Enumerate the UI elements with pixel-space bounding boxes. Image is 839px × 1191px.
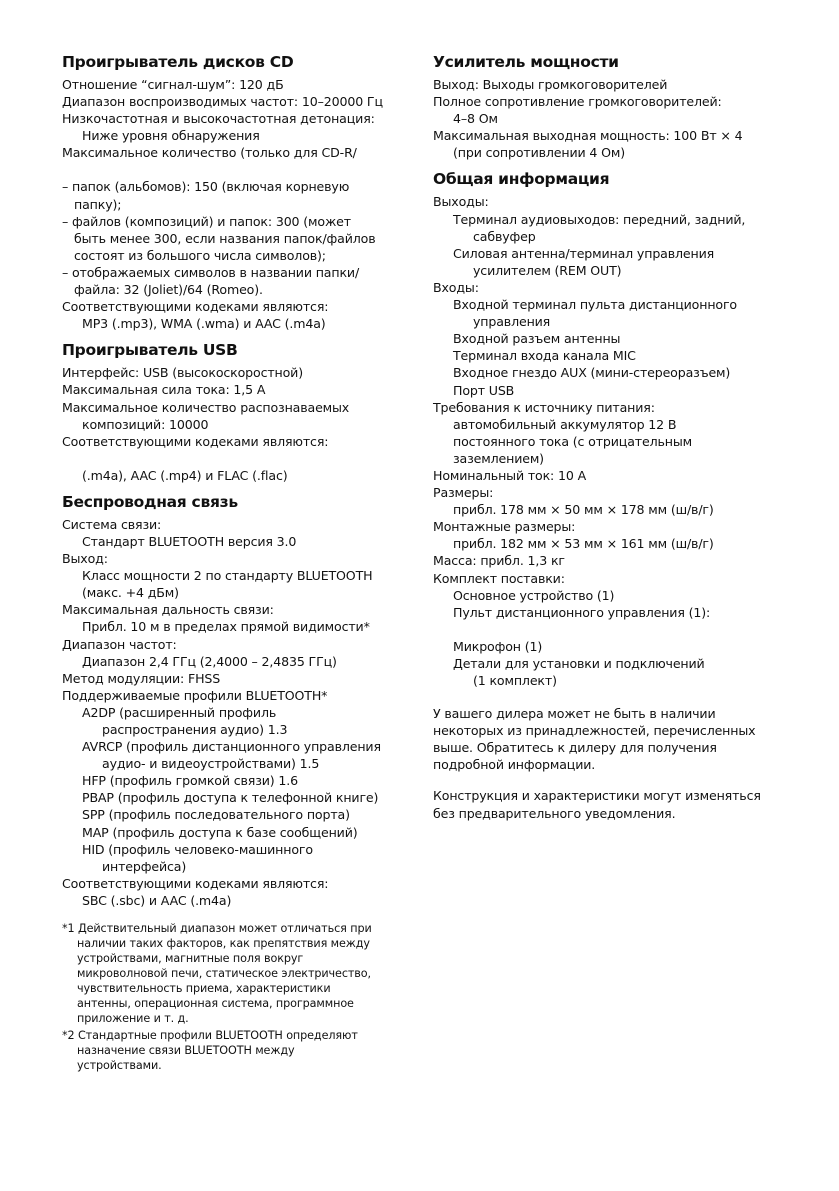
wireless-section xyxy=(62,492,402,909)
spec-line: Масса: прибл. 1,3 кг xyxy=(433,553,565,569)
notice-line: выше. Обратитесь к дилеру для получения xyxy=(433,740,717,756)
dealer-notice xyxy=(433,705,778,773)
spec-line: распространения аудио) 1.3 xyxy=(102,722,288,737)
footnote-line: *1 Действительный диапазон может отличаться при xyxy=(62,922,372,936)
footnote-line: антенны, операционная система, программное xyxy=(77,997,354,1011)
spec-line: HID (профиль человеко-машинного xyxy=(82,841,313,857)
notice-line: без предварительного уведомления. xyxy=(433,805,676,821)
spec-line: Интерфейс: USB (высокоскоростной) xyxy=(62,365,303,381)
spec-line: Входное гнездо AUX (мини-стереоразъем) xyxy=(453,365,731,381)
spec-line: Пульт дистанционного управления (1): xyxy=(453,604,711,620)
spec-line: Соответствующими кодеками являются: xyxy=(62,299,329,315)
spec-line: Диапазон частот: xyxy=(62,636,177,652)
spec-line: Ниже уровня обнаружения xyxy=(82,128,260,144)
footnote-line: устройствами, магнитные поля вокруг xyxy=(77,952,304,966)
spec-line: постоянного тока (с отрицательным xyxy=(453,433,692,449)
spec-line: заземлением) xyxy=(453,450,544,466)
footnotes xyxy=(62,921,402,1073)
footnote-line: *2 Стандартные профили BLUETOOTH определяют xyxy=(62,1029,358,1043)
spec-line: Прибл. 10 м в пределах прямой видимости* xyxy=(82,619,370,635)
spec-line: Терминал аудиовыходов: передний, задний, xyxy=(453,211,746,227)
spec-line: – папок (альбомов): 150 (включая корневую xyxy=(62,179,350,195)
spec-line: PBAP (профиль доступа к телефонной книге) xyxy=(82,790,379,806)
spec-line: Класс мощности 2 по стандарту BLUETOOTH xyxy=(82,568,373,584)
spec-line: Отношение “сигнал-шум”: 120 дБ xyxy=(62,77,284,92)
amplifier-section xyxy=(433,52,778,161)
spec-line: сабвуфер xyxy=(473,228,536,244)
usb-player-section xyxy=(62,340,402,484)
spec-line: Максимальная выходная мощность: 100 Вт × 4 xyxy=(433,128,743,144)
spec-line: управления xyxy=(473,314,551,330)
spec-line: Полное сопротивление громкоговорителей: xyxy=(433,94,722,110)
usb-player-heading: Проигрыватель USB xyxy=(62,341,238,360)
footnote-line: приложение и т. д. xyxy=(77,1012,189,1026)
spec-line: усилителем (REM OUT) xyxy=(473,262,622,278)
spec-line: Номинальный ток: 10 А xyxy=(433,467,587,483)
spec-line: Метод модуляции: FHSS xyxy=(62,670,221,686)
spec-line: Требования к источнику питания: xyxy=(433,399,655,415)
spec-line: – файлов (композиций) и папок: 300 (может xyxy=(62,213,351,229)
spec-line: AVRCP (профиль дистанционного управления xyxy=(82,739,381,755)
spec-line: быть менее 300, если названия папок/файлов xyxy=(74,230,376,246)
spec-line: Выход: Выходы громкоговорителей xyxy=(433,77,668,92)
notice-line: У вашего дилера может не быть в наличии xyxy=(433,706,716,722)
amplifier-heading: Усилитель мощности xyxy=(433,53,619,71)
footnote-line: микроволновой печи, статическое электричество, xyxy=(77,967,371,981)
spec-line: (1 комплект) xyxy=(473,673,557,688)
spec-line: Максимальное количество (только для CD-R/ xyxy=(62,145,357,161)
spec-line: Порт USB xyxy=(453,382,515,398)
blank-line xyxy=(62,161,402,178)
spec-line: состоят из большого числа символов); xyxy=(74,247,326,263)
spec-line: Максимальное количество распознаваемых xyxy=(62,399,350,415)
spec-line: папку); xyxy=(74,196,122,212)
spec-line: файла: 32 (Joliet)/64 (Romeo). xyxy=(74,282,263,298)
spec-line: A2DP (расширенный профиль xyxy=(82,704,277,720)
right-column xyxy=(433,52,778,822)
spec-line: MAP (профиль доступа к базе сообщений) xyxy=(82,824,358,840)
change-notice xyxy=(433,787,778,821)
spec-line: Выход: xyxy=(62,551,108,567)
notice-line: подробной информации. xyxy=(433,757,596,773)
spec-line: Входной терминал пульта дистанционного xyxy=(453,297,737,313)
spec-line: Силовая антенна/терминал управления xyxy=(453,245,715,261)
spec-line: MP3 (.mp3), WMA (.wma) и AAC (.m4a) xyxy=(82,316,326,332)
spec-line: Стандарт BLUETOOTH версия 3.0 xyxy=(82,533,297,549)
spec-line: (.m4a), AAC (.mp4) и FLAC (.flac) xyxy=(82,467,288,483)
blank-line xyxy=(433,621,778,638)
spec-line: Основное устройство (1) xyxy=(453,587,615,603)
spec-line: композиций: 10000 xyxy=(82,416,209,432)
spec-line: HFP (профиль громкой связи) 1.6 xyxy=(82,773,298,789)
spec-line: Входной разъем антенны xyxy=(453,331,621,347)
spec-line: – отображаемых символов в названии папки/ xyxy=(62,264,360,280)
spec-line: SPP (профиль последовательного порта) xyxy=(82,807,350,823)
spec-line: прибл. 182 мм × 53 мм × 161 мм (ш/в/г) xyxy=(453,536,714,552)
left-column xyxy=(62,52,402,1073)
spec-line: автомобильный аккумулятор 12 В xyxy=(453,416,677,432)
footnote-line: чувствительность приема, характеристики xyxy=(77,982,331,996)
spec-line: Поддерживаемые профили BLUETOOTH* xyxy=(62,687,328,703)
spec-line: Система связи: xyxy=(62,516,162,532)
spec-line: Комплект поставки: xyxy=(433,570,565,586)
general-heading: Общая информация xyxy=(433,170,610,189)
spec-line: SBC (.sbc) и AAC (.m4a) xyxy=(82,892,232,908)
spec-line: Низкочастотная и высокочастотная детонация: xyxy=(62,111,375,127)
spec-line: (макс. +4 дБм) xyxy=(82,585,179,601)
spec-line: Диапазон воспроизводимых частот: 10–20000 Гц xyxy=(62,94,383,110)
cd-player-section xyxy=(62,52,402,332)
footnote-line: назначение связи BLUETOOTH между xyxy=(77,1044,295,1058)
spec-line: Диапазон 2,4 ГГц (2,4000 – 2,4835 ГГц) xyxy=(82,653,337,669)
footnote-line: наличии таких факторов, как препятствия между xyxy=(77,937,370,951)
cd-player-heading: Проигрыватель дисков CD xyxy=(62,53,294,71)
spec-line: прибл. 178 мм × 50 мм × 178 мм (ш/в/г) xyxy=(453,502,714,518)
general-section xyxy=(433,169,778,689)
spec-line: Выходы: xyxy=(433,194,489,210)
notice-line: Конструкция и характеристики могут изменяться xyxy=(433,788,761,804)
spec-line: Размеры: xyxy=(433,485,494,501)
spec-line: Входы: xyxy=(433,279,479,295)
spec-line: интерфейса) xyxy=(102,858,187,874)
wireless-heading: Беспроводная связь xyxy=(62,492,238,511)
spec-line: Максимальная сила тока: 1,5 А xyxy=(62,382,266,398)
spec-line: Детали для установки и подключений xyxy=(453,655,705,671)
spec-line: Максимальная дальность связи: xyxy=(62,602,274,618)
footnote-line: устройствами. xyxy=(77,1059,162,1073)
spec-line: Терминал входа канала MIC xyxy=(453,348,636,364)
spec-line: Микрофон (1) xyxy=(453,638,543,654)
spec-line: Монтажные размеры: xyxy=(433,519,576,535)
blank-line xyxy=(62,450,402,467)
spec-line: (при сопротивлении 4 Ом) xyxy=(453,145,625,161)
spec-line: Соответствующими кодеками являются: xyxy=(62,875,329,891)
spec-line: аудио- и видеоустройствами) 1.5 xyxy=(102,756,320,772)
spec-line: 4–8 Ом xyxy=(453,111,498,127)
spec-line: Соответствующими кодеками являются: xyxy=(62,433,329,449)
notice-line: некоторых из принадлежностей, перечисленных xyxy=(433,723,756,739)
